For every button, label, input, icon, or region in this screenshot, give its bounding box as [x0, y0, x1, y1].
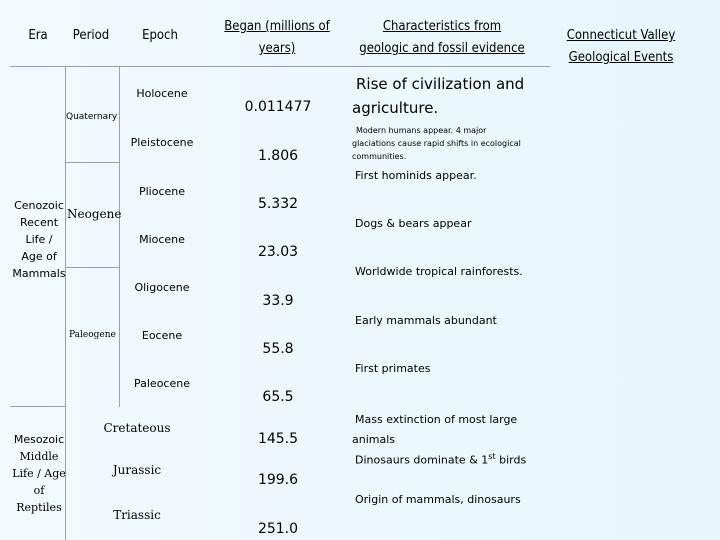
epoch-paleocene: Paleocene — [134, 377, 190, 390]
period-row-divider-1 — [65, 162, 120, 163]
era-mesozoic: Mesozoic Middle Life / Age of Reptiles — [12, 433, 66, 514]
age-paleocene: 65.5 — [262, 389, 294, 405]
age-holocene: 0.011477 — [244, 99, 312, 115]
characteristic-pleistocene: Modern humans appear. 4 major glaciations cause rapid shifts in ecological communities. — [352, 126, 521, 161]
age-cretaceous: 145.5 — [257, 431, 299, 447]
age-oligocene: 33.9 — [262, 293, 294, 309]
epoch-miocene: Miocene — [139, 233, 185, 246]
period-row-divider-2 — [65, 267, 120, 268]
epoch-pleistocene: Pleistocene — [130, 136, 194, 149]
header-period: Period — [72, 28, 110, 43]
characteristic-holocene: Rise of civilization and agriculture. — [352, 75, 525, 117]
characteristic-cretaceous: Mass extinction of most large animals — [352, 413, 518, 446]
age-eocene: 55.8 — [262, 341, 294, 357]
epoch-triassic: Triassic — [113, 508, 161, 522]
characteristic-triassic: Origin of mammals, dinosaurs — [355, 493, 521, 506]
characteristic-eocene: Early mammals abundant — [355, 314, 497, 327]
age-miocene: 23.03 — [257, 244, 299, 260]
epoch-pliocene: Pliocene — [138, 185, 186, 198]
header-divider — [10, 66, 550, 67]
period-paleogene: Paleogene — [69, 330, 116, 340]
header-era: Era — [28, 28, 48, 43]
age-jurassic: 199.6 — [257, 472, 299, 488]
characteristic-pliocene: First hominids appear. — [355, 169, 477, 182]
characteristic-miocene: Dogs & bears appear — [355, 217, 472, 230]
epoch-eocene: Eocene — [141, 329, 183, 342]
epoch-cretaceous: Cretateous — [103, 421, 171, 435]
header-characteristics: Characteristics from geologic and fossil evidence — [359, 19, 525, 56]
age-pliocene: 5.332 — [257, 196, 299, 212]
header-connecticut-valley: Connecticut Valley Geological Events — [566, 28, 676, 65]
header-began: Began (millions of years) — [224, 19, 330, 56]
era-row-divider — [10, 406, 66, 407]
era-cenozoic: Cenozoic Recent Life / Age of Mammals — [12, 199, 66, 280]
characteristic-paleocene: First primates — [355, 362, 431, 375]
epoch-jurassic: Jurassic — [112, 463, 162, 477]
epoch-holocene: Holocene — [136, 87, 188, 100]
header-epoch: Epoch — [142, 28, 178, 43]
age-pleistocene: 1.806 — [257, 148, 299, 164]
characteristic-oligocene: Worldwide tropical rainforests. — [355, 265, 523, 278]
age-triassic: 251.0 — [257, 521, 299, 537]
epoch-oligocene: Oligocene — [134, 281, 190, 294]
period-quaternary: Quaternary — [66, 112, 118, 122]
period-neogene: Neogene — [67, 207, 122, 221]
characteristic-jurassic: Dinosaurs dominate & 1st birds — [355, 452, 527, 467]
